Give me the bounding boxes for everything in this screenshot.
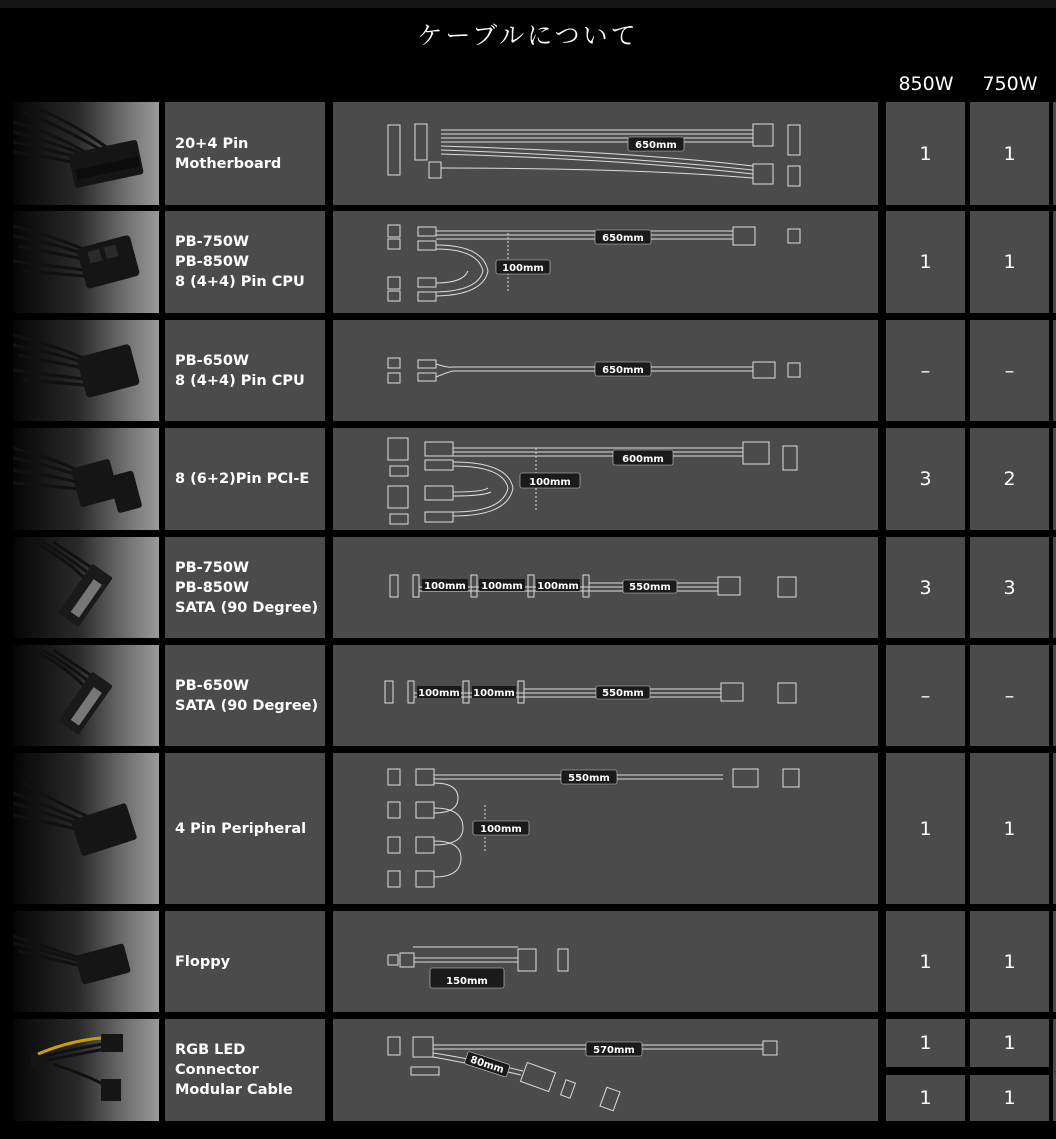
table-row [0, 102, 1056, 205]
sata-connector-icon [13, 645, 159, 746]
value-750w: 1 [970, 102, 1049, 205]
cable-label: RGB LED Connector Modular Cable [165, 1019, 325, 1121]
cable-diagram [333, 102, 878, 205]
rgb-connector-icon [13, 1019, 159, 1121]
cable-photo [13, 102, 159, 205]
value-750w: 1 [970, 753, 1049, 904]
length-label: 150mm [446, 976, 488, 987]
cable-diagram [333, 537, 878, 638]
length-label: 650mm [602, 233, 644, 244]
cable-label: 4 Pin Peripheral [165, 753, 325, 904]
value-750w: 2 [970, 428, 1049, 530]
length-label: 650mm [635, 140, 677, 151]
length-label: 650mm [602, 365, 644, 376]
value-850w: 1 [886, 211, 965, 313]
cable-diagram [333, 211, 878, 313]
cable-label: 8 (6+2)Pin PCI-E [165, 428, 325, 530]
cable-diagram [333, 320, 878, 421]
length-label: 100mm [481, 581, 523, 592]
top-band [0, 0, 1056, 8]
cable-photo [13, 428, 159, 530]
cable-photo [13, 537, 159, 638]
cable-diagram [333, 428, 878, 530]
value-750w: 1 [970, 911, 1049, 1012]
length-label: 100mm [424, 581, 466, 592]
cable-diagram [333, 911, 878, 1012]
cable-label: PB-650W SATA (90 Degree) [165, 645, 325, 746]
cable-photo [13, 753, 159, 904]
cable-photo [13, 320, 159, 421]
table-row [0, 645, 1056, 746]
cpu-connector-icon [13, 320, 159, 421]
cpu-connector-icon [13, 211, 159, 313]
cable-diagram [333, 753, 878, 904]
length-label: 550mm [629, 582, 671, 593]
value-850w-top: 1 [886, 1019, 965, 1067]
table-row [0, 537, 1056, 638]
cable-diagram [333, 1019, 878, 1121]
value-850w: 1 [886, 911, 965, 1012]
length-label: 570mm [593, 1045, 635, 1056]
length-label: 600mm [622, 454, 664, 465]
value-850w: 1 [886, 753, 965, 904]
value-750w: 1 [970, 211, 1049, 313]
table-row [0, 320, 1056, 421]
cable-label: 20+4 Pin Motherboard [165, 102, 325, 205]
length-label: 550mm [602, 688, 644, 699]
value-750w: – [970, 320, 1049, 421]
page-title: ケーブルについて [417, 21, 639, 50]
cable-label: Floppy [165, 911, 325, 1012]
value-850w: 3 [886, 428, 965, 530]
cable-photo [13, 211, 159, 313]
length-label: 100mm [480, 824, 522, 835]
value-750w-bottom: 1 [970, 1075, 1049, 1121]
length-label: 100mm [473, 688, 515, 699]
table-row [0, 428, 1056, 530]
length-label: 100mm [537, 581, 579, 592]
value-750w-top: 1 [970, 1019, 1049, 1067]
pcie-connector-icon [13, 428, 159, 530]
cable-label: PB-650W 8 (4+4) Pin CPU [165, 320, 325, 421]
length-label: 100mm [502, 263, 544, 274]
table-row [0, 911, 1056, 1012]
cable-diagram [333, 645, 878, 746]
molex-connector-icon [13, 753, 159, 904]
table-row [0, 753, 1056, 904]
value-850w: – [886, 320, 965, 421]
length-label: 100mm [529, 477, 571, 488]
floppy-connector-icon [13, 911, 159, 1012]
column-header-750w: 750W [982, 73, 1038, 95]
table-row [0, 211, 1056, 313]
value-750w: 3 [970, 537, 1049, 638]
motherboard-connector-icon [13, 102, 159, 205]
column-header-850w: 850W [898, 73, 954, 95]
cable-label: PB-750W PB-850W 8 (4+4) Pin CPU [165, 211, 325, 313]
cable-photo [13, 911, 159, 1012]
sata-connector-icon [13, 537, 159, 638]
cable-photo [13, 1019, 159, 1121]
length-label: 550mm [568, 773, 610, 784]
length-label: 100mm [418, 688, 460, 699]
value-750w: – [970, 645, 1049, 746]
value-850w: – [886, 645, 965, 746]
cable-label: PB-750W PB-850W SATA (90 Degree) [165, 537, 325, 638]
value-850w: 1 [886, 102, 965, 205]
table-row [0, 1019, 1056, 1121]
length-label: 80mm [468, 1054, 506, 1076]
value-850w: 3 [886, 537, 965, 638]
cable-photo [13, 645, 159, 746]
value-850w-bottom: 1 [886, 1075, 965, 1121]
